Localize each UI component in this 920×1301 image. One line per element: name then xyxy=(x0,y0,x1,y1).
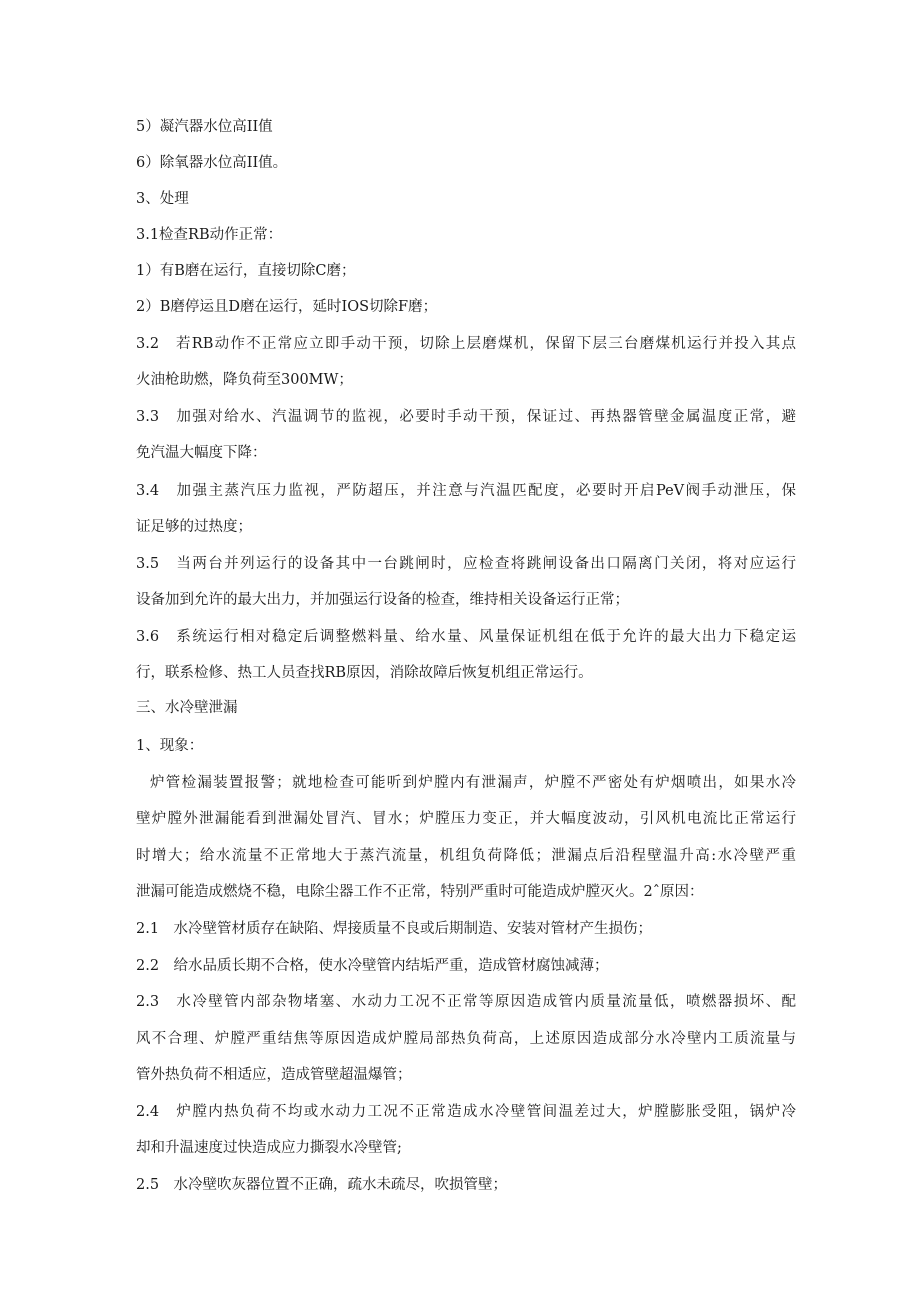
text-line: 免汽温大幅度下降： xyxy=(136,445,267,461)
text-line: 证足够的过热度； xyxy=(136,519,252,535)
text-line: 2.2 给水品质长期不合格，使水冷壁管内结垢严重，造成管材腐蚀减薄； xyxy=(136,958,609,974)
section-heading: 1、现象： xyxy=(136,738,204,754)
text-line: 设备加到允许的最大出力，并加强运行设备的检查，维持相关设备运行正常； xyxy=(136,592,629,608)
text-line: 6）除氧器水位高II值。 xyxy=(136,155,288,171)
chapter-heading: 三、水冷壁泄漏 xyxy=(136,700,238,716)
text-line: 1）有B磨在运行，直接切除C磨； xyxy=(136,263,356,279)
text-line: 时增大；给水流量不正常地大于蒸汽流量，机组负荷降低；泄漏点后沿程壁温升高:水冷壁严重 xyxy=(136,848,796,864)
text-line: 2）B磨停运且D磨在运行，延时IOS切除F磨； xyxy=(136,299,438,315)
text-line: 3.1检查RB动作正常： xyxy=(136,227,283,243)
text-line: 却和升温速度过快造成应力撕裂水冷壁管; xyxy=(136,1140,402,1156)
text-line: 2.1 水冷壁管材质存在缺陷、焊接质量不良或后期制造、安装对管材产生损伤； xyxy=(136,921,653,937)
text-line: 管外热负荷不相适应，造成管壁超温爆管； xyxy=(136,1067,412,1083)
text-line: 3.6 系统运行相对稳定后调整燃料量、给水量、风量保证机组在低于允许的最大出力下稳定运 xyxy=(136,629,796,645)
text-line: 2.5 水冷壁吹灰器位置不正确，疏水未疏尽，吹损管壁； xyxy=(136,1177,508,1193)
text-line: 5）凝汽器水位高II值 xyxy=(136,119,273,135)
text-line: 行，联系检修、热工人员查找RB原因，消除故障后恢复机组正常运行。 xyxy=(136,665,593,681)
text-line: 风不合理、炉膛严重结焦等原因造成炉膛局部热负荷高，上述原因造成部分水冷壁内工质流量与 xyxy=(136,1031,796,1047)
text-line: 壁炉膛外泄漏能看到泄漏处冒汽、冒水；炉膛压力变正，并大幅度波动，引风机电流比正常运行 xyxy=(136,811,796,827)
text-line: 3.3 加强对给水、汽温调节的监视，必要时手动干预，保证过、再热器管壁金属温度正常，避 xyxy=(136,409,796,425)
text-line: 2.4 炉膛内热负荷不均或水动力工况不正常造成水冷壁管间温差过大，炉膛膨胀受阻，锅炉冷 xyxy=(136,1104,796,1120)
text-line: 3.4 加强主蒸汽压力监视，严防超压，并注意与汽温匹配度，必要时开启PeV阀手动泄压，保 xyxy=(136,483,796,499)
text-line: 3.2 若RB动作不正常应立即手动干预，切除上层磨煤机，保留下层三台磨煤机运行并投入其点 xyxy=(136,336,796,352)
text-line: 火油枪助燃，降负荷至300MW； xyxy=(136,372,353,388)
text-line: 炉管检漏装置报警；就地检查可能听到炉膛内有泄漏声，炉膛不严密处有炉烟喷出，如果水冷 xyxy=(150,775,796,791)
section-heading: 3、处理 xyxy=(136,191,189,207)
text-line: 2.3 水冷壁管内部杂物堵塞、水动力工况不正常等原因造成管内质量流量低，喷燃器损坏、配 xyxy=(136,994,796,1010)
text-line: 泄漏可能造成燃烧不稳，电除尘器工作不正常，特别严重时可能造成炉膛灭火。2ˆ原因： xyxy=(136,884,704,900)
text-line: 3.5 当两台并列运行的设备其中一台跳闸时，应检查将跳闸设备出口隔离门关闭，将对应运行 xyxy=(136,556,796,572)
